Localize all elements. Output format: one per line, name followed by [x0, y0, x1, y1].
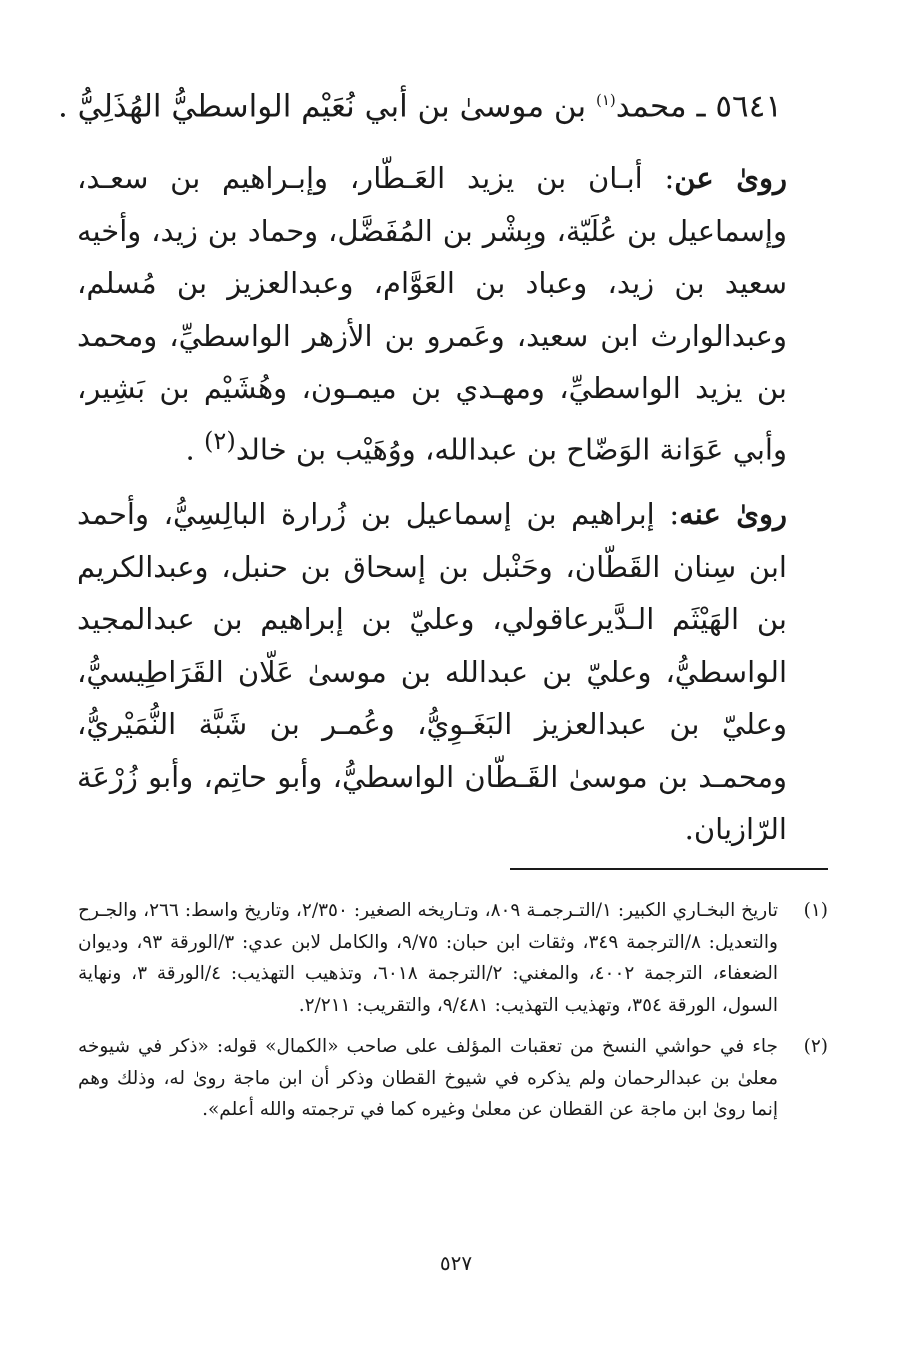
page-number: ٥٢٧	[439, 1251, 473, 1275]
narrated-by-text: : إبراهيم بن إسماعيل بن زُرارة البالِسِيُّ، وأحمد ابن سِنان القَطّان، وحَنْبل بن إسحاق بن حنبل، وعبدالكريم بن الهَيْثَم الـدَّيرعاقولي، وعليّ بن إبراهيم بن عبدالمجيد الواسطيُّ، وعليّ بن عبدالله بن موسىٰ عَلّان القَرَاطِيسيُّ، وعليّ بن عبدالعزيز البَغَـوِيُّ، وعُمـر بن شَبَّة النُّمَيْريُّ، ومحمـد بن موسىٰ القَـطّان الواسطيُّ، وأبو حاتِم، وأبو زُرْعَة الرّازيان.	[77, 497, 787, 846]
narrated-from-paragraph	[77, 152, 787, 476]
entry-title-name: بن موسىٰ بن أبي نُعَيْم الواسطيُّ الهُذَلِيُّ .	[57, 88, 596, 125]
footnotes	[78, 895, 828, 1136]
footnote-text: تاريخ البخـاري الكبير: ١/التـرجمـة ٨٠٩، وتـاريخه الصغير: ٢/٣٥٠، وتاريخ واسط: ٢٦٦، والجـرح والتعديل: ٨/الترجمة ٣٤٩، وثقات ابن حبان: ٩/٧٥، والكامل لابن عدي: ٣/الورقة ٩٣، وديوان الضعفاء، الترجمة ٤٠٠٢، والمغني: ٢/الترجمة ٦٠١٨، وتذهيب التهذيب: ٤/الورقة ٣، ونهاية السول، الورقة ٣٥٤، وتهذيب التهذيب: ٩/٤٨١، والتقريب: ٢/٢١١.	[78, 900, 779, 1016]
entry-title	[57, 78, 782, 128]
narrated-from-end: .	[185, 432, 204, 467]
footnote-ref-1[interactable]: (١)	[596, 91, 616, 109]
entry-title-text: ٥٦٤١ ـ محمد	[615, 88, 782, 125]
footnote-2	[78, 1031, 828, 1126]
narrated-from-text: : أبـان بن يزيد العَـطّار، وإبـراهيم بن سعـد، وإسماعيل بن عُلَيّة، وبِشْر بن المُفَضَّل، وحماد بن زيد، وأخيه سعيد بن زيد، وعباد بن العَوَّام، وعبدالعزيز بن مُسلم، وعبدالوارث ابن سعيد، وعَمرو بن الأزهر الواسطيِّ، ومحمد بن يزيد الواسطيِّ، ومهـدي بن ميمـون، وهُشَيْم بن بَشِير، وأبي عَوَانة الوَضّاح بن عبدالله، ووُهَيْب بن خالد	[77, 161, 787, 467]
footnote-number: (١)	[803, 900, 828, 921]
footnote-ref-2[interactable]: (٢)	[203, 426, 236, 455]
footnote-1	[78, 895, 828, 1021]
narrated-by-label: روىٰ عنه	[679, 497, 788, 531]
narrated-by-paragraph	[77, 488, 787, 856]
footnote-divider	[510, 868, 828, 870]
footnote-text: جاء في حواشي النسخ من تعقبات المؤلف على صاحب «الكمال» قوله: «ذكر في شيوخه معلىٰ بن عبدالرحمان ولم يذكره في شيوخ القطان وذكر أن ابن ماجة روىٰ له، وذلك وهم إنما روىٰ ابن ماجة عن القطان عن معلىٰ وغيره كما في ترجمته والله أعلم».	[78, 1036, 778, 1120]
narrated-from-label: روىٰ عن	[674, 161, 788, 195]
footnote-number: (٢)	[803, 1036, 828, 1057]
